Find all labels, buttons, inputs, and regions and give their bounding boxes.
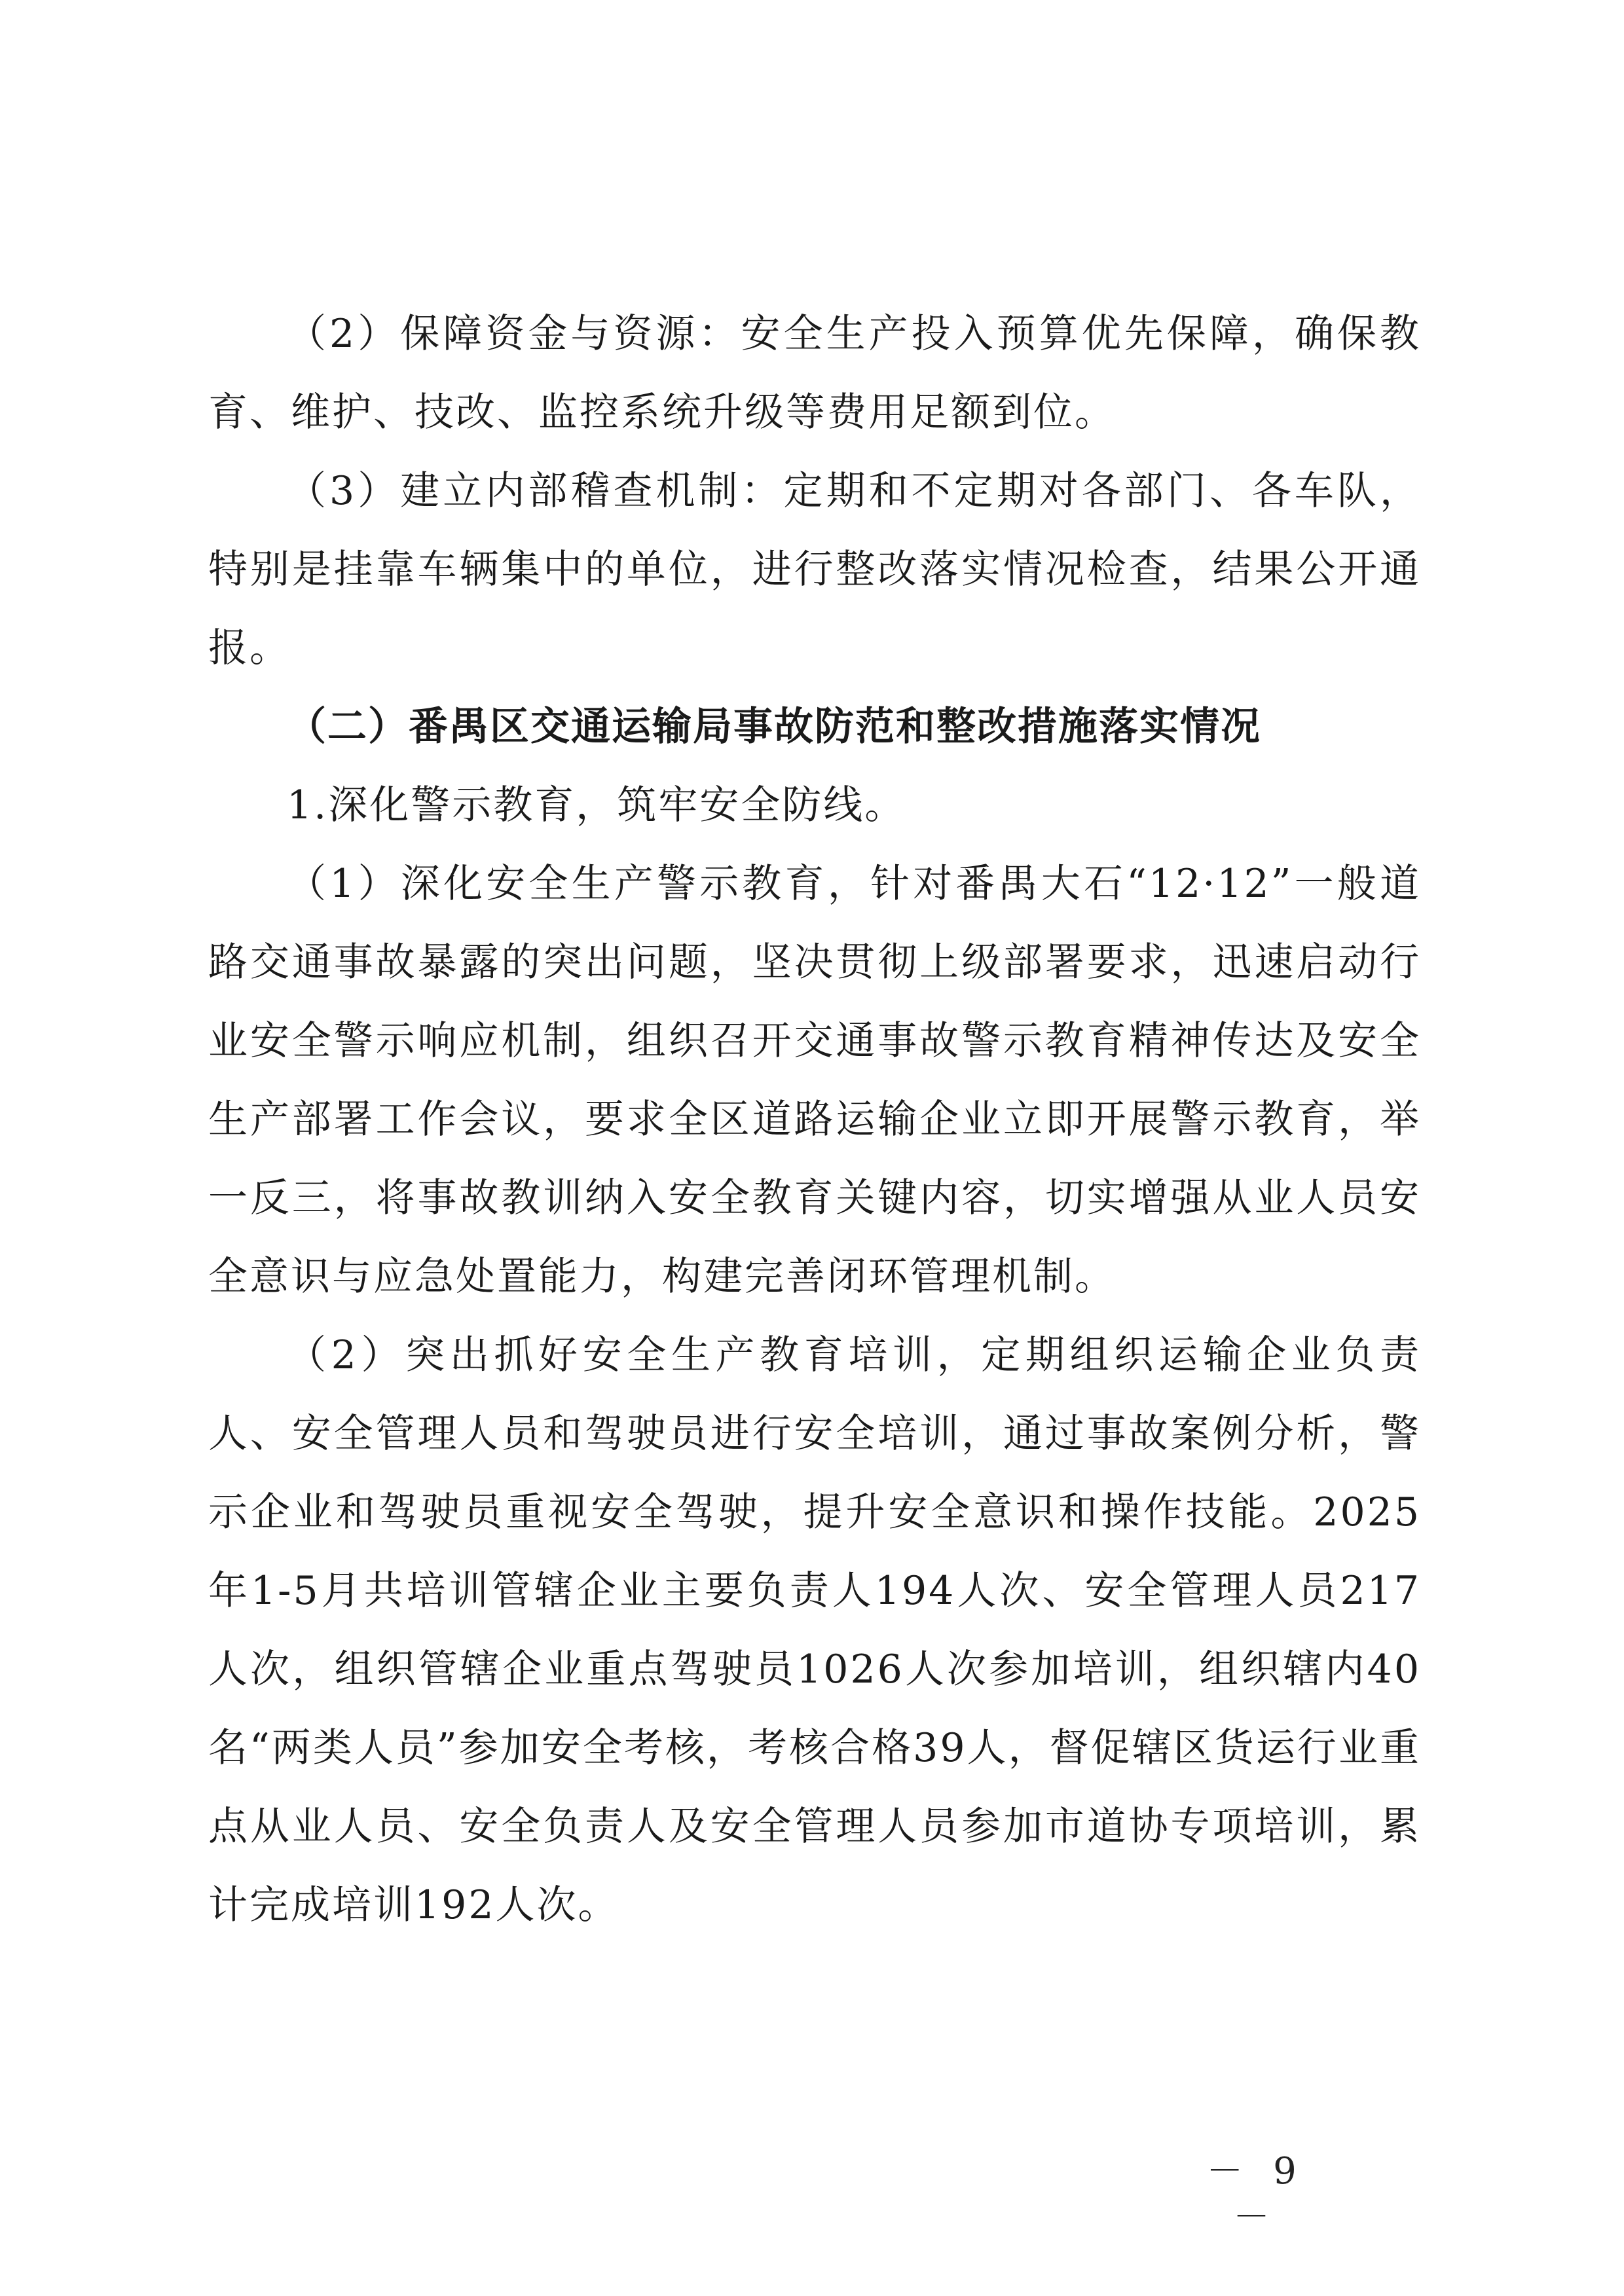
document-body bbox=[208, 295, 1421, 1944]
paragraph-internal-audit: （3）建立内部稽查机制：定期和不定期对各部门、各车队，特别是挂靠车辆集中的单位，进行整改落实情况检查，结果公开通报。 bbox=[208, 468, 1421, 671]
paragraph-safety-training: （2）突出抓好安全生产教育培训，定期组织运输企业负责人、安全管理人员和驾驶员进行安全培训，通过事故案例分析，警示企业和驾驶员重视安全驾驶，提升安全意识和操作技能。2025年1-5月共培训管辖企业主要负责人194人次、安全管理人员217人次，组织管辖企业重点驾驶员1026人次参加培训，组织辖内40名“两类人员”参加安全考核，考核合格39人，督促辖区货运行业重点从业人员、安全负责人及安全管理人员参加市道协专项培训，累计完成培训192人次。 bbox=[208, 1332, 1421, 1928]
paragraph-funding-resources: （2）保障资金与资源：安全生产投入预算优先保障，确保教育、维护、技改、监控系统升级等费用足额到位。 bbox=[208, 311, 1421, 435]
paragraph-warning-education: （1）深化安全生产警示教育，针对番禺大石“12·12”一般道路交通事故暴露的突出问题，坚决贯彻上级部署要求，迅速启动行业安全警示响应机制，组织召开交通事故警示教育精神传达及安全生产部署工作会议，要求全区道路运输企业立即开展警示教育，举一反三，将事故教训纳入安全教育关键内容，切实增强从业人员安全意识与应急处置能力，构建完善闭环管理机制。 bbox=[208, 861, 1421, 1300]
page-number: － 9 － bbox=[1206, 2150, 1306, 2238]
paragraph-subheading-warning-education: 1.深化警示教育，筑牢安全防线。 bbox=[287, 782, 906, 828]
section-heading: （二）番禺区交通运输局事故防范和整改措施落实情况 bbox=[287, 704, 1261, 750]
